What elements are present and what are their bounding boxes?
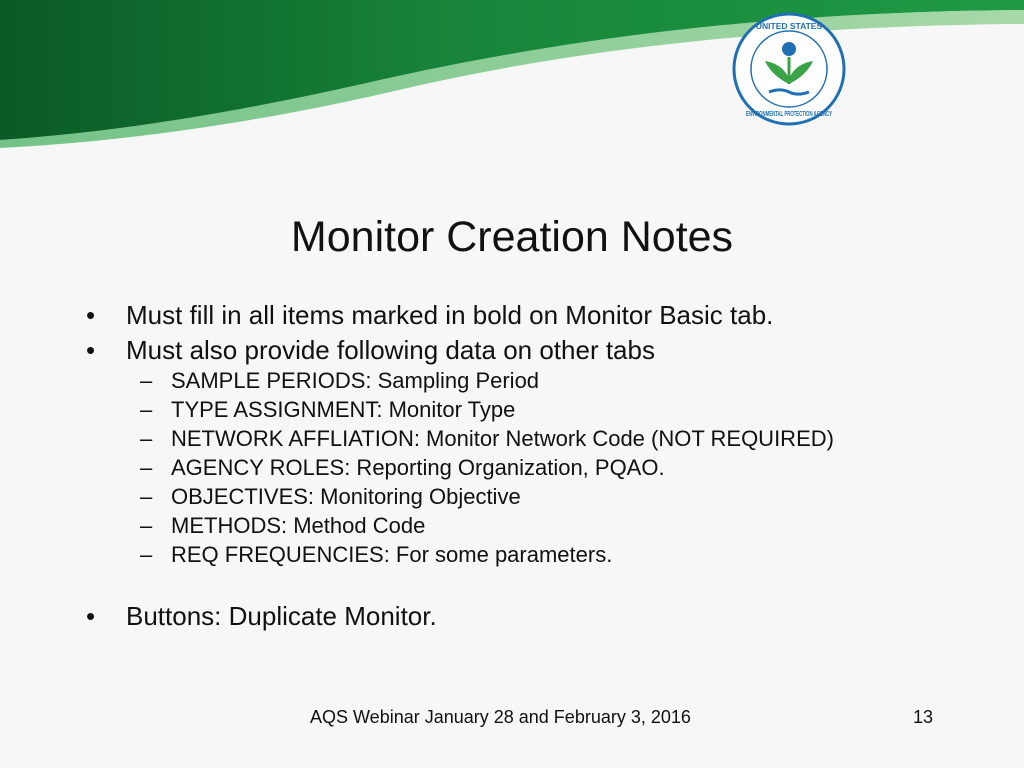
svg-text:UNITED STATES: UNITED STATES — [755, 21, 823, 31]
sub-bullet-marker: – — [140, 542, 153, 567]
svg-text:ENVIRONMENTAL PROTECTION AGENC: ENVIRONMENTAL PROTECTION AGENCY — [746, 109, 832, 118]
footer-text: AQS Webinar January 28 and February 3, 2016 — [310, 707, 691, 727]
sub-bullet-marker: – — [140, 397, 153, 422]
page-number: 13 — [913, 707, 934, 727]
sub-bullet-text: OBJECTIVES: Monitoring Objective — [171, 484, 521, 509]
bullet-text: Must also provide following data on other tabs — [126, 335, 655, 365]
sub-bullet-text: REQ FREQUENCIES: For some parameters. — [171, 542, 613, 567]
sub-bullet-text: AGENCY ROLES: Reporting Organization, PQAO. — [171, 455, 665, 480]
sub-bullet-marker: – — [140, 484, 153, 509]
sub-bullet-text: TYPE ASSIGNMENT: Monitor Type — [171, 397, 516, 422]
sub-bullet-text: METHODS: Method Code — [171, 513, 426, 538]
sub-bullet-text: SAMPLE PERIODS: Sampling Period — [171, 368, 540, 393]
sub-bullet-marker: – — [140, 368, 153, 393]
sub-bullet-text: NETWORK AFFLIATION: Monitor Network Code (NOT REQUIRED) — [171, 426, 834, 451]
sub-bullet-marker: – — [140, 513, 153, 538]
bullet-text: Buttons: Duplicate Monitor. — [126, 601, 437, 631]
bullet-text: Must fill in all items marked in bold on Monitor Basic tab. — [126, 300, 774, 330]
bullet-marker: • — [86, 300, 96, 330]
bullet-marker: • — [86, 601, 96, 631]
slide-title: Monitor Creation Notes — [290, 213, 734, 261]
sub-bullet-marker: – — [140, 455, 153, 480]
bullet-marker: • — [86, 335, 96, 365]
sub-bullet-marker: – — [140, 426, 153, 451]
